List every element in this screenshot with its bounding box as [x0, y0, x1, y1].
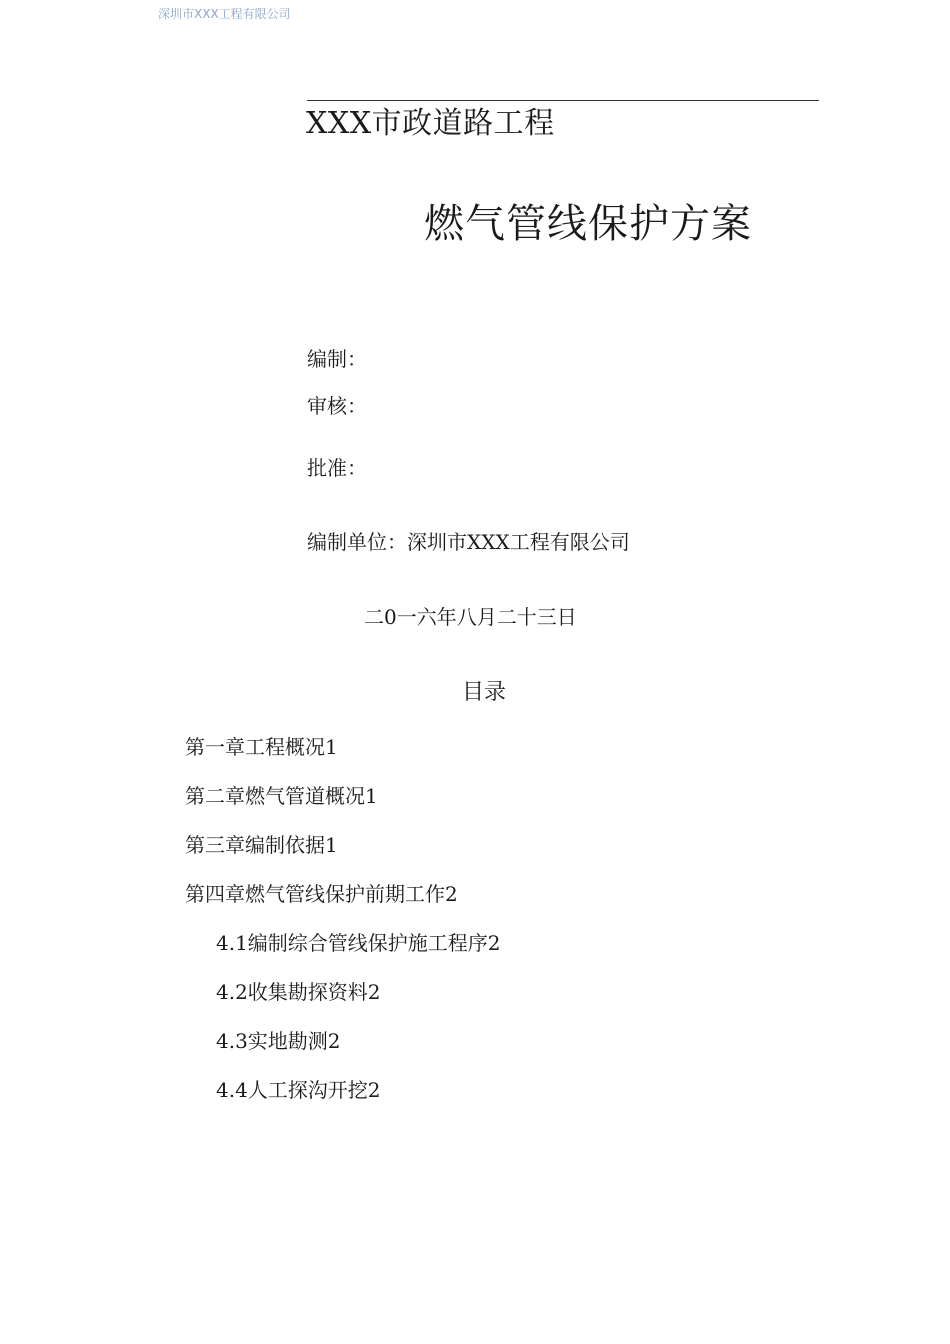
approve-field: 批准： [307, 456, 367, 480]
toc-item[interactable]: 4.2收集勘探资料2 [216, 980, 381, 1004]
toc-item[interactable]: 第四章燃气管线保护前期工作2 [185, 882, 458, 906]
toc-item[interactable]: 第三章编制依据1 [185, 833, 338, 857]
title-rule [307, 100, 819, 101]
toc-item[interactable]: 第一章工程概况1 [185, 735, 338, 759]
toc-item[interactable]: 4.1编制综合管线保护施工程序2 [216, 931, 501, 955]
review-field: 审核： [307, 394, 367, 418]
document-date: 二0一六年八月二十三日 [364, 605, 577, 629]
document-title: 燃气管线保护方案 [424, 201, 752, 247]
compile-field: 编制： [307, 347, 367, 371]
toc-item[interactable]: 4.4人工探沟开挖2 [216, 1078, 381, 1102]
project-title: XXX市政道路工程 [306, 106, 555, 141]
header-company-note: 深圳市XXX工程有限公司 [158, 7, 291, 21]
toc-item[interactable]: 第二章燃气管道概况1 [185, 784, 378, 808]
compiling-unit: 编制单位：深圳市XXX工程有限公司 [307, 530, 630, 554]
toc-heading: 目录 [461, 680, 506, 705]
toc-item[interactable]: 4.3实地勘测2 [216, 1029, 341, 1053]
